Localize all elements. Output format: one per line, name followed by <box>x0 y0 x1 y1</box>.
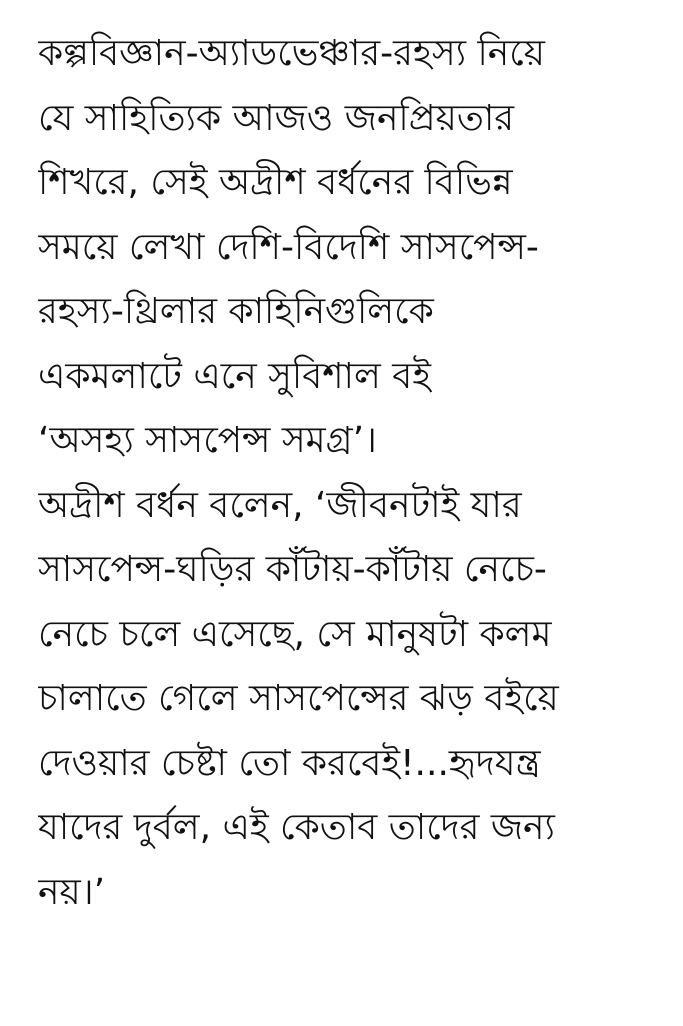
text-line: দেওয়ার চেষ্টা তো করবেই!...হৃদযন্ত্র <box>38 742 541 784</box>
text-line: নয়।’ <box>38 871 106 913</box>
text-line: শিখরে, সেই অদ্রীশ বর্ধনের বিভিন্ন <box>38 162 513 203</box>
text-line: সময়ে লেখা দেশি-বিদেশি সাসপেন্স- <box>38 226 539 268</box>
text-line: যাদের দুর্বল, এই কেতাব তাদের জন্য <box>38 807 555 848</box>
text-line: সাসপেন্স-ঘড়ির কাঁটায়-কাঁটায় নেচে- <box>38 549 547 590</box>
text-line: নেচে চলে এসেছে, সে মানুষটা কলম <box>38 613 552 655</box>
text-line: রহস্য-থ্রিলার কাহিনিগুলিকে <box>38 291 434 332</box>
text-line: অদ্রীশ বর্ধন বলেন, ‘জীবনটাই যার <box>38 484 522 526</box>
text-line: ‘অসহ্য সাসপেন্স সমগ্র’। <box>38 420 377 461</box>
body-text <box>38 22 663 925</box>
text-line: কল্পবিজ্ঞান-অ্যাডভেঞ্চার-রহস্য নিয়ে <box>38 33 545 74</box>
text-line: যে সাহিত্যিক আজও জনপ্রিয়তার <box>38 97 515 139</box>
text-line: একমলাটে এনে সুবিশাল বই <box>38 355 432 397</box>
text-line: চালাতে গেলে সাসপেন্সের ঝড় বইয়ে <box>38 678 559 719</box>
